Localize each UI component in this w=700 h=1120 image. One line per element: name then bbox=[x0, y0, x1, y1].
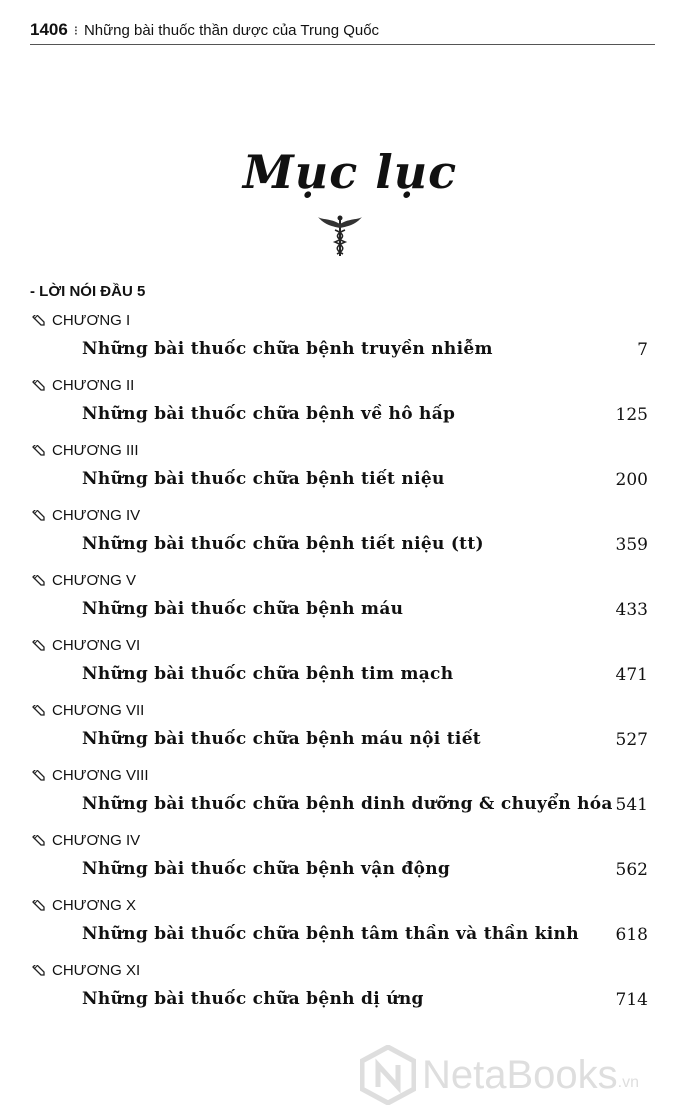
chapter-heading bbox=[32, 637, 140, 654]
entry-title: Những bài thuốc chữa bệnh truyền nhiễm bbox=[82, 339, 493, 359]
chapter-label: CHƯƠNG II bbox=[52, 377, 135, 394]
page-number: 1406 bbox=[30, 20, 68, 39]
pencil-icon bbox=[32, 705, 46, 717]
watermark-brand: NetaBooks bbox=[422, 1052, 618, 1097]
entry-page-number: 200 bbox=[615, 470, 648, 490]
toc-entry bbox=[0, 377, 700, 437]
entry-page-number: 125 bbox=[615, 405, 648, 425]
pencil-icon bbox=[32, 380, 46, 392]
entry-title: Những bài thuốc chữa bệnh tiết niệu bbox=[82, 469, 445, 489]
entry-title: Những bài thuốc chữa bệnh vận động bbox=[82, 859, 451, 879]
chapter-heading bbox=[32, 767, 149, 784]
entry-title: Những bài thuốc chữa bệnh tiết niệu (tt) bbox=[82, 534, 484, 554]
pencil-icon bbox=[32, 900, 46, 912]
chapter-label: CHƯƠNG X bbox=[52, 897, 137, 914]
chapter-label: CHƯƠNG V bbox=[52, 572, 137, 589]
pencil-icon bbox=[32, 315, 46, 327]
pencil-icon bbox=[32, 640, 46, 652]
chapter-heading bbox=[32, 312, 130, 329]
book-title: Những bài thuốc thần dược của Trung Quốc bbox=[83, 22, 380, 39]
pencil-icon bbox=[32, 575, 46, 587]
pencil-icon bbox=[32, 770, 46, 782]
entry-page-number: 471 bbox=[615, 665, 648, 685]
watermark-suffix: .vn bbox=[617, 1074, 640, 1091]
toc-entry bbox=[0, 637, 700, 697]
entry-page-number: 433 bbox=[615, 600, 648, 620]
pencil-icon bbox=[32, 510, 46, 522]
toc-entry bbox=[0, 507, 700, 567]
chapter-label: CHƯƠNG I bbox=[52, 312, 131, 329]
chapter-label: CHƯƠNG VIII bbox=[52, 767, 149, 784]
entry-title: Những bài thuốc chữa bệnh máu nội tiết bbox=[82, 729, 481, 749]
entry-title: Những bài thuốc chữa bệnh máu bbox=[82, 599, 404, 619]
entry-page-number: 562 bbox=[615, 860, 648, 880]
toc-entry bbox=[0, 897, 700, 957]
chapter-label: CHƯƠNG IV bbox=[52, 832, 141, 849]
chapter-heading bbox=[32, 507, 140, 524]
pencil-icon bbox=[32, 835, 46, 847]
caduceus-icon bbox=[316, 214, 364, 258]
chapter-heading bbox=[32, 572, 136, 589]
entry-title: Những bài thuốc chữa bệnh tim mạch bbox=[82, 664, 454, 684]
toc-entry bbox=[0, 832, 700, 892]
chapter-heading bbox=[32, 702, 144, 719]
entry-title: Những bài thuốc chữa bệnh tâm thần và thần kinh bbox=[82, 924, 579, 944]
chapter-label: CHƯƠNG VI bbox=[52, 637, 141, 654]
chapter-label: CHƯƠNG IV bbox=[52, 507, 141, 524]
chapter-label: CHƯƠNG VII bbox=[52, 702, 145, 719]
entry-page-number: 7 bbox=[637, 340, 648, 360]
toc-entry bbox=[0, 767, 700, 827]
chapter-heading bbox=[32, 442, 139, 459]
toc-entry bbox=[0, 962, 700, 1022]
pencil-icon bbox=[32, 445, 46, 457]
entry-page-number: 541 bbox=[615, 795, 648, 815]
running-head bbox=[30, 20, 655, 45]
entry-title: Những bài thuốc chữa bệnh dị ứng bbox=[82, 989, 424, 1009]
netabooks-logo-icon bbox=[360, 1045, 416, 1105]
bullet-mark: ⁝ bbox=[73, 23, 78, 38]
preface-entry: - LỜI NÓI ĐẦU 5 bbox=[30, 283, 146, 300]
entry-page-number: 359 bbox=[615, 535, 648, 555]
toc-entry bbox=[0, 442, 700, 502]
toc-entry bbox=[0, 702, 700, 762]
entry-title: Những bài thuốc chữa bệnh về hô hấp bbox=[82, 404, 456, 424]
chapter-heading bbox=[32, 832, 140, 849]
page-title: Mục lục bbox=[242, 145, 458, 199]
chapter-label: CHƯƠNG III bbox=[52, 442, 139, 459]
chapter-heading bbox=[32, 962, 140, 979]
entry-page-number: 618 bbox=[615, 925, 648, 945]
toc-entry bbox=[0, 312, 700, 372]
toc-entry bbox=[0, 572, 700, 632]
entry-page-number: 527 bbox=[615, 730, 648, 750]
entry-page-number: 714 bbox=[615, 990, 648, 1010]
pencil-icon bbox=[32, 965, 46, 977]
chapter-heading bbox=[32, 897, 136, 914]
entry-title: Những bài thuốc chữa bệnh dinh dưỡng & chuyển hóa bbox=[82, 794, 613, 814]
watermark bbox=[360, 1040, 690, 1110]
chapter-label: CHƯƠNG XI bbox=[52, 962, 141, 979]
chapter-heading bbox=[32, 377, 134, 394]
